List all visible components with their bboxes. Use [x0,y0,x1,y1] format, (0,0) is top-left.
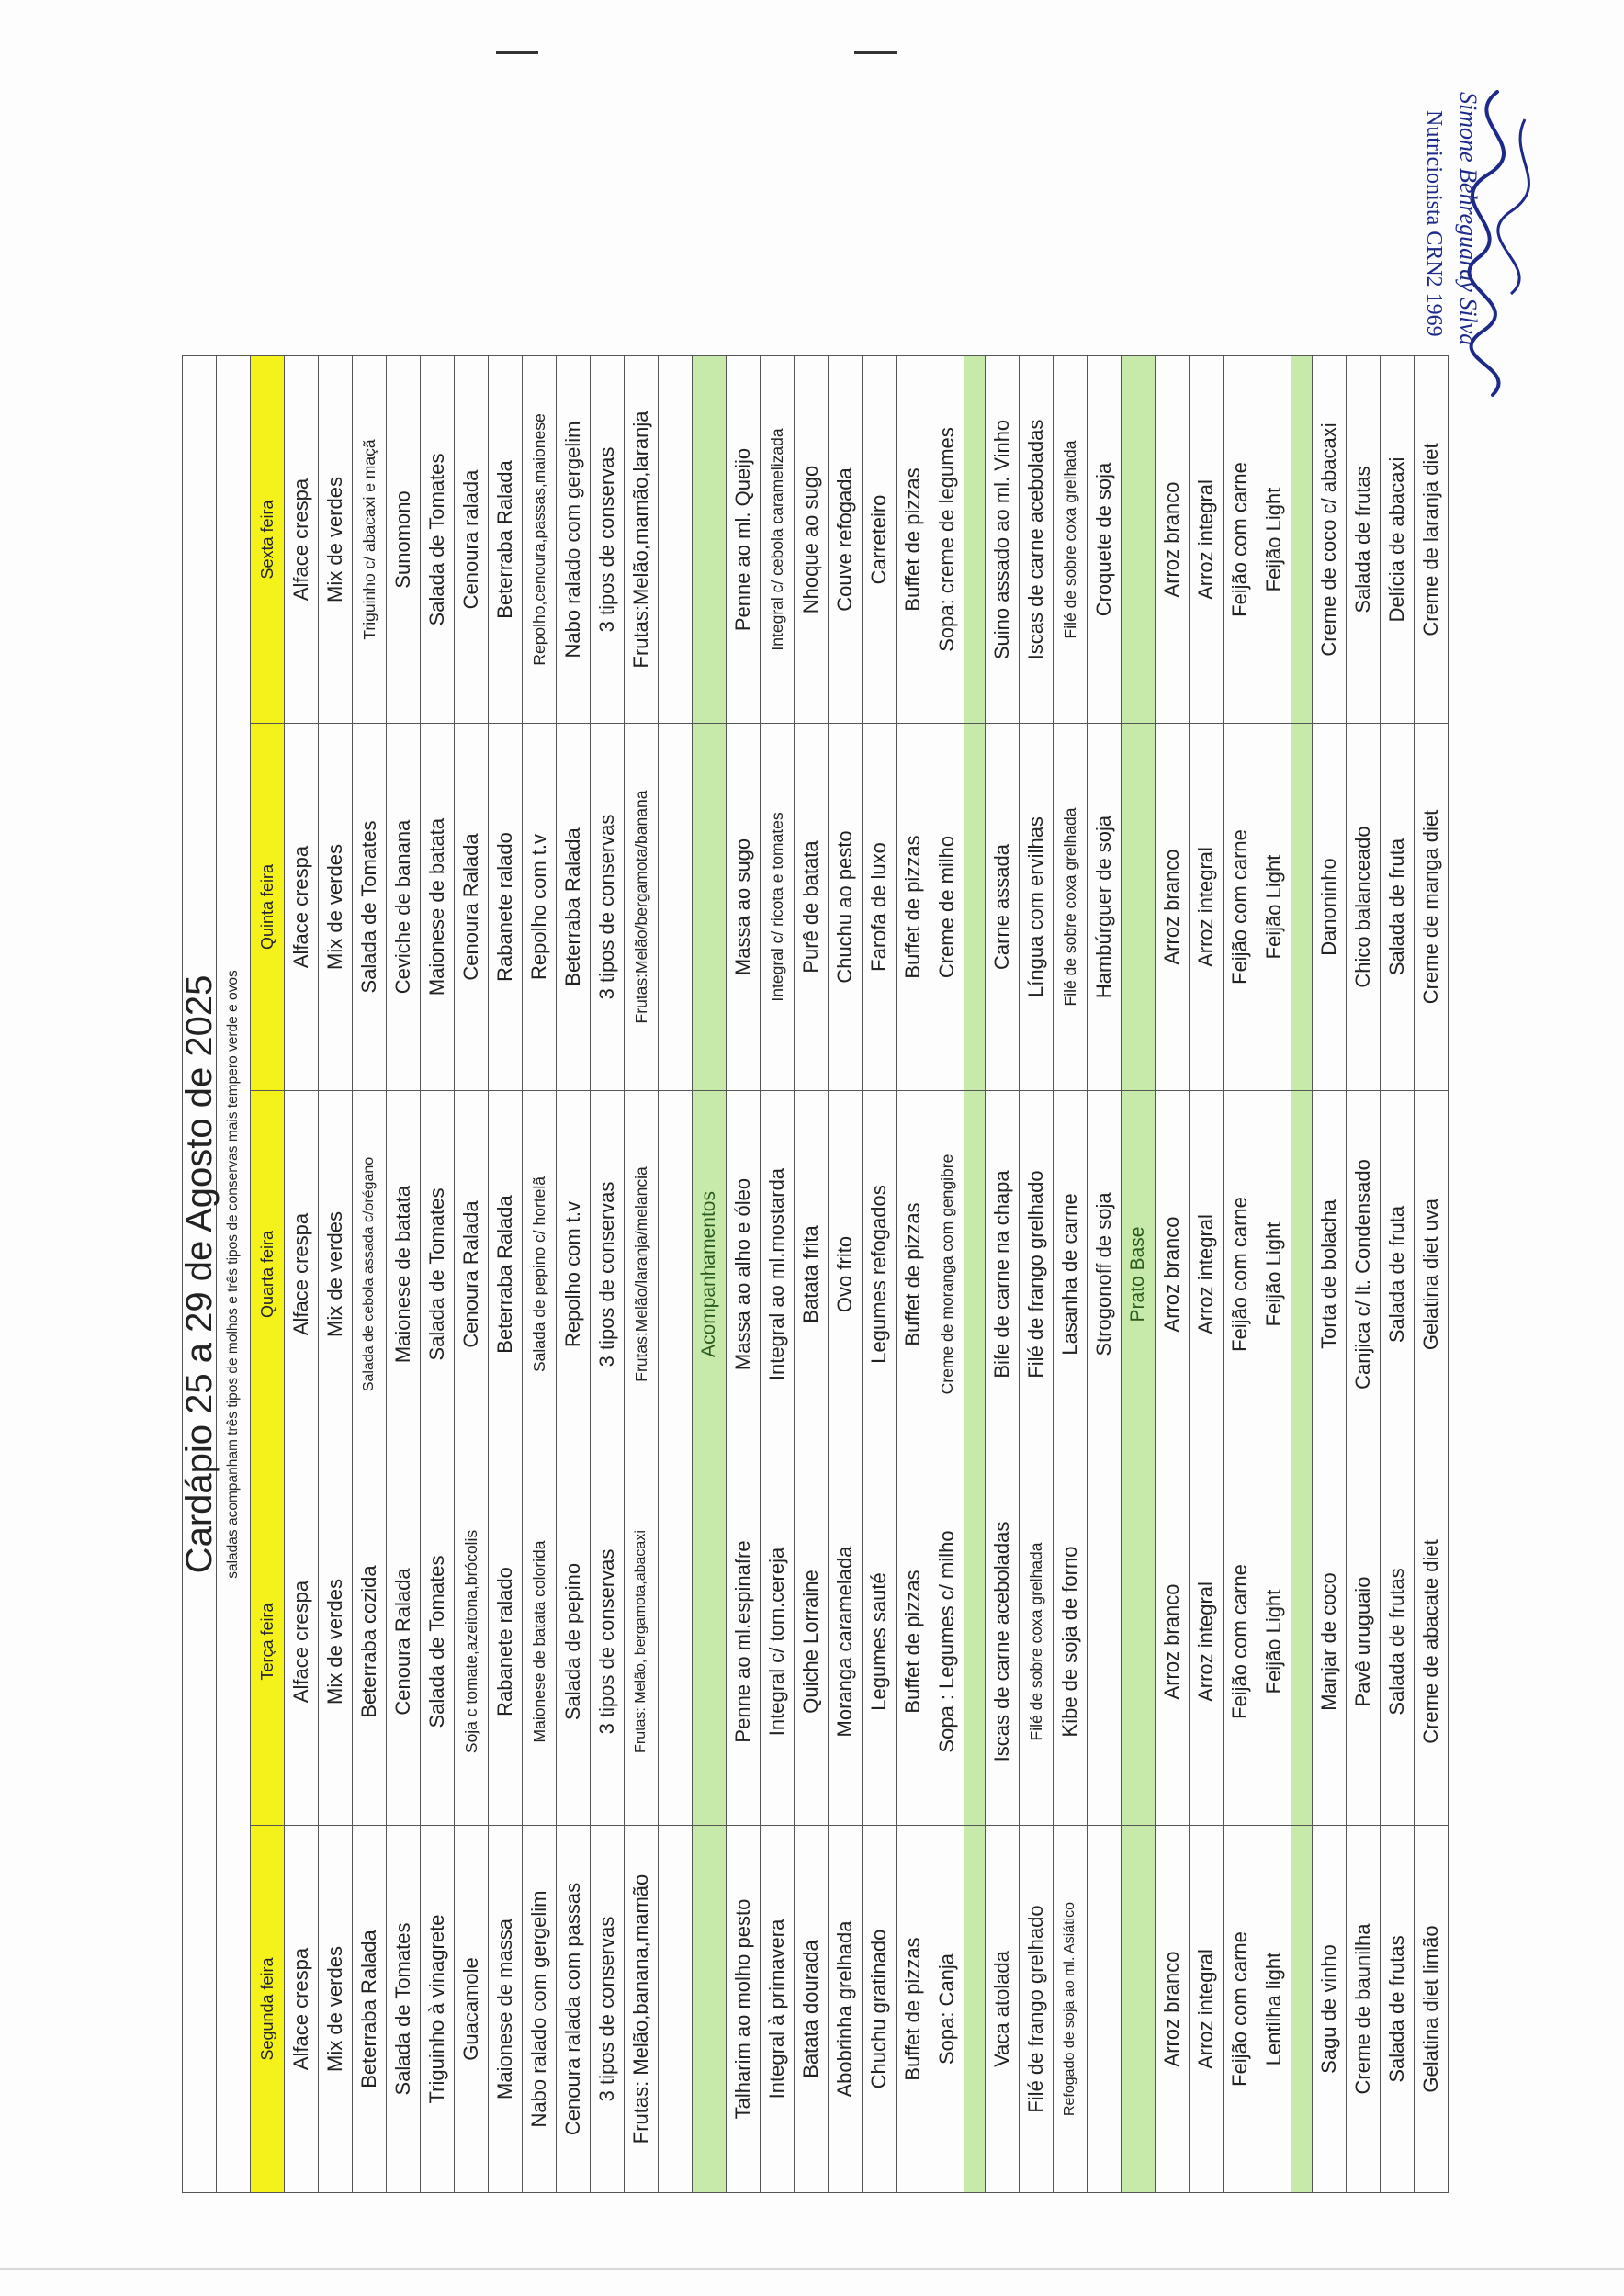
salad-cell: Beterraba cozida [353,1458,387,1826]
salad-cell: Repolho com t.v [557,1091,591,1458]
side-dish-cell: Couve refogada [829,355,863,723]
section-fill [693,1458,727,1826]
salad-cell: Frutas: Melão, bergamota,abacaxi [625,1458,659,1826]
base-dish-row [1224,355,1257,2192]
side-dish-cell: Integral c/ cebola caramelizada [761,355,795,723]
side-dish-cell: Purê de batata [795,724,829,1091]
side-dish-row [761,355,795,2192]
section-fill [693,724,727,1091]
main-dish-cell: Carne assada [986,724,1020,1091]
salad-row [353,355,387,2192]
side-dish-row [930,355,964,2192]
salad-cell: Mix de verdes [319,1091,353,1458]
salad-cell: Salada de Tomates [421,355,455,723]
section-fill [1122,1826,1156,2193]
side-dish-cell: Integral à primavera [761,1826,795,2193]
side-dish-cell: Integral ao ml.mostarda [761,1091,795,1458]
base-dish-cell: Arroz branco [1156,1826,1190,2193]
base-dish-cell: Feijão com carne [1224,1091,1257,1458]
dessert-cell: Torta de bolacha [1313,1091,1347,1458]
base-dish-cell: Feijão Light [1257,1091,1291,1458]
side-dish-cell: Batata frita [795,1091,829,1458]
dessert-cell: Creme de coco c/ abacaxi [1313,355,1347,723]
salad-cell: Frutas:Melão/laranja/melancia [625,1091,659,1458]
salad-cell: Salada de pepino [557,1458,591,1826]
stamp-name: Simone Behreguaray Silva [1455,92,1482,346]
base-dish-cell: Feijão com carne [1224,355,1257,723]
section-fill [693,355,727,723]
base-dish-cell: Arroz integral [1190,1826,1224,2193]
menu-subtitle: saladas acompanham três tipos de molhos e três tipos de conservas mais tempero verde e ovos [217,355,251,2192]
side-dish-cell: Batata dourada [795,1826,829,2193]
side-dish-row [897,355,930,2192]
main-dish-row [986,355,1020,2192]
menu-table [179,355,1449,2193]
side-dish-cell: Quiche Lorraine [795,1458,829,1826]
menu-subtitle-row [217,355,251,2192]
empty-cell [659,1458,693,1826]
side-dish-cell: Chuchu ao pesto [829,724,863,1091]
salad-cell: Salada de pepino c/ hortelã [523,1091,557,1458]
base-dish-cell: Arroz integral [1190,724,1224,1091]
main-dish-cell: Filé de sobre coxa grelhada [1054,355,1088,723]
dessert-cell: Delícia de abacaxi [1381,355,1415,723]
salad-cell: Frutas:Melão,mamão,laranja [625,355,659,723]
base-dish-cell: Feijão com carne [1224,1826,1257,2193]
section-fill [1122,724,1156,1091]
salad-row [489,355,523,2192]
base-dish-row [1156,355,1190,2192]
empty-cell [659,1826,693,2193]
salad-row [523,355,557,2192]
stamp-role: Nutricionista CRN2 1969 [1422,110,1446,337]
dessert-cell: Chico balanceado [1347,724,1381,1091]
salad-cell: Mix de verdes [319,724,353,1091]
nutritionist-stamp [1323,64,1562,413]
salad-cell: Mix de verdes [319,1458,353,1826]
main-dish-cell: Iscas de carne aceboladas [986,1458,1020,1826]
dessert-cell: Sagu de vinho [1313,1826,1347,2193]
salad-cell: Beterraba Ralada [557,724,591,1091]
section-fill [1291,1826,1313,2193]
base-dish-cell: Arroz integral [1190,355,1224,723]
salad-cell: Maionese de batata [387,1091,421,1458]
side-dish-cell: Buffet de pizzas [897,1458,930,1826]
salad-cell: Alface crespa [285,1091,319,1458]
salad-cell: Ceviche de banana [387,724,421,1091]
main-dish-cell: Vaca atolada [986,1826,1020,2193]
page-edge [0,2268,1624,2270]
main-dish-cell [1088,1458,1122,1826]
section-fill [964,1826,986,2193]
dessert-cell: Manjar de coco [1313,1458,1347,1826]
salad-cell: Cenoura Ralada [455,724,489,1091]
salad-row [387,355,421,2192]
section-header-row [693,355,727,2192]
base-dish-cell: Arroz branco [1156,1458,1190,1826]
base-dish-cell: Lentilha light [1257,1826,1291,2193]
salad-row [625,355,659,2192]
main-dish-cell: Iscas de carne aceboladas [1020,355,1054,723]
salad-cell: Repolho,cenoura,passas,maionese [523,355,557,723]
side-dish-cell: Creme de moranga com gengibre [930,1091,964,1458]
salad-cell: Repolho com t.v [523,724,557,1091]
salad-cell: 3 tipos de conservas [591,724,625,1091]
salad-cell: Salada de cebola assada c/orégano [353,1091,387,1458]
side-dish-cell: Creme de milho [930,724,964,1091]
side-dish-cell: Massa ao sugo [727,724,761,1091]
salad-cell: Triguinho à vinagrete [421,1826,455,2193]
empty-cell [659,724,693,1091]
base-dish-cell: Arroz branco [1156,724,1190,1091]
salad-row [557,355,591,2192]
side-dish-row [795,355,829,2192]
main-dish-cell: Bife de carne na chapa [986,1091,1020,1458]
base-dish-cell: Feijão com carne [1224,724,1257,1091]
salad-cell: Cenoura ralada com passas [557,1826,591,2193]
salad-cell: Alface crespa [285,724,319,1091]
dessert-cell: Creme de laranja diet [1415,355,1449,723]
salad-cell: Maionese de batata [421,724,455,1091]
side-dish-cell: Penne ao ml.espinafre [727,1458,761,1826]
side-dish-cell: Penne ao ml. Queijo [727,355,761,723]
base-dish-cell: Arroz branco [1156,355,1190,723]
dessert-row [1415,355,1449,2192]
base-dish-cell: Feijão com carne [1224,1458,1257,1826]
side-dish-cell: Integral c/ tom.cereja [761,1458,795,1826]
main-dish-cell: Filé de sobre coxa grelhada [1054,724,1088,1091]
side-dish-cell: Buffet de pizzas [897,1826,930,2193]
dessert-cell: Gelatina diet uva [1415,1091,1449,1458]
side-dish-row [829,355,863,2192]
main-dish-row [1020,355,1054,2192]
side-dish-cell: Massa ao alho e óleo [727,1091,761,1458]
salad-cell: Cenoura Ralada [387,1458,421,1826]
salad-cell: Sunomono [387,355,421,723]
section-header-row [1122,355,1156,2192]
side-dish-cell: Integral c/ ricota e tomates [761,724,795,1091]
scan-mark [496,51,538,54]
weekday-header: Segunda feira [251,1826,285,2193]
section-fill [693,1826,727,2193]
main-dish-cell: Suino assado ao ml. Vinho [986,355,1020,723]
base-dish-cell: Arroz integral [1190,1458,1224,1826]
section-fill [964,355,986,723]
main-dish-row [1088,355,1122,2192]
base-dish-row [1190,355,1224,2192]
main-dish-cell: Lasanha de carne [1054,1091,1088,1458]
side-dish-cell: Farofa de luxo [863,724,897,1091]
section-fill [1291,724,1313,1091]
salad-cell: Cenoura ralada [455,355,489,723]
dessert-cell: Danoninho [1313,724,1347,1091]
salad-cell: Salada de Tomates [387,1826,421,2193]
main-dish-cell: Kibe de soja de forno [1054,1458,1088,1826]
main-dish-cell: Croquete de soja [1088,355,1122,723]
section-fill [1291,355,1313,723]
side-dish-cell: Abobrinha grelhada [829,1826,863,2193]
dessert-cell: Creme de abacate diet [1415,1458,1449,1826]
menu-table-rotated [179,356,1442,2193]
dessert-cell: Creme de manga diet [1415,724,1449,1091]
section-fill [964,1458,986,1826]
weekday-header: Quarta feira [251,1091,285,1458]
side-dish-cell: Nhoque ao sugo [795,355,829,723]
section-fill [964,724,986,1091]
main-dish-cell: Filé de frango grelhado [1020,1091,1054,1458]
salad-cell: Nabo ralado com gergelim [523,1826,557,2193]
salad-cell: 3 tipos de conservas [591,355,625,723]
dessert-row [1313,355,1347,2192]
salad-cell: Beterraba Ralada [489,1091,523,1458]
main-dish-cell [1088,1826,1122,2193]
salad-cell: Nabo ralado com gergelim [557,355,591,723]
side-dish-cell: Ovo frito [829,1091,863,1458]
empty-cell [659,1091,693,1458]
dessert-cell: Salada de fruta [1381,724,1415,1091]
salad-cell: Mix de verdes [319,355,353,723]
salad-cell: Rabanete ralado [489,1458,523,1826]
weekday-header: Terça feira [251,1458,285,1826]
main-dish-row [1054,355,1088,2192]
side-dish-cell: Legumes refogados [863,1091,897,1458]
main-dish-cell: Refogado de soja ao ml. Asiático [1054,1826,1088,2193]
salad-row [319,355,353,2192]
salad-cell: Beterraba Ralada [489,355,523,723]
empty-cell [659,355,693,723]
base-dish-cell: Arroz branco [1156,1091,1190,1458]
salad-cell: Mix de verdes [319,1826,353,2193]
dessert-cell: Salada de fruta [1381,1091,1415,1458]
side-dish-cell: Legumes sauté [863,1458,897,1826]
dessert-cell: Creme de baunilha [1347,1826,1381,2193]
salad-cell: Salada de Tomates [421,1458,455,1826]
salad-cell: Maionese de massa [489,1826,523,2193]
base-dish-cell: Feijão Light [1257,355,1291,723]
main-dish-cell: Filé de frango grelhado [1020,1826,1054,2193]
signature-graphic [1323,64,1562,413]
section-divider-row [964,355,986,2192]
side-dish-cell: Buffet de pizzas [897,724,930,1091]
main-dish-cell: Hambúrguer de soja [1088,724,1122,1091]
side-dish-cell: Moranga caramelada [829,1458,863,1826]
salad-cell: 3 tipos de conservas [591,1091,625,1458]
menu-title-row [183,355,217,2192]
dessert-cell: Canjica c/ lt. Condensado [1347,1091,1381,1458]
section-fill [1122,1458,1156,1826]
base-dish-row [1257,355,1291,2192]
section-fill [1122,355,1156,723]
salad-cell: Salada de Tomates [353,724,387,1091]
side-dish-cell: Carreteiro [863,355,897,723]
salad-cell: Beterraba Ralada [353,1826,387,2193]
salad-cell: Triguinho c/ abacaxi e maçã [353,355,387,723]
scan-mark [854,51,897,54]
side-dish-cell: Sopa: creme de legumes [930,355,964,723]
salad-cell: 3 tipos de conservas [591,1458,625,1826]
section-title: Acompanhamentos [693,1091,727,1458]
section-divider-row [1291,355,1313,2192]
section-fill [1291,1091,1313,1458]
main-dish-cell: Filé de sobre coxa grelhada [1020,1458,1054,1826]
salad-cell: Frutas: Melão,banana,mamão [625,1826,659,2193]
spacer-row [659,355,693,2192]
side-dish-row [863,355,897,2192]
dessert-cell: Salada de frutas [1381,1458,1415,1826]
side-dish-cell: Buffet de pizzas [897,1091,930,1458]
weekday-header-row [251,355,285,2192]
salad-cell: Maionese de batata colorida [523,1458,557,1826]
salad-cell: Salada de Tomates [421,1091,455,1458]
base-dish-cell: Arroz integral [1190,1091,1224,1458]
main-dish-cell: Strogonoff de soja [1088,1091,1122,1458]
side-dish-cell: Sopa: Canja [930,1826,964,2193]
salad-cell: Frutas:Melão/bergamota/banana [625,724,659,1091]
salad-row [455,355,489,2192]
side-dish-cell: Chuchu gratinado [863,1826,897,2193]
salad-cell: Alface crespa [285,355,319,723]
dessert-cell: Salada de frutas [1381,1826,1415,2193]
salad-cell: Alface crespa [285,1826,319,2193]
side-dish-row [727,355,761,2192]
weekday-header: Sexta feira [251,355,285,723]
side-dish-cell: Talharim ao molho pesto [727,1826,761,2193]
dessert-cell: Gelatina diet limão [1415,1826,1449,2193]
dessert-cell: Pavê uruguaio [1347,1458,1381,1826]
dessert-row [1381,355,1415,2192]
salad-cell: 3 tipos de conservas [591,1826,625,2193]
side-dish-cell: Sopa : Legumes c/ milho [930,1458,964,1826]
salad-row [285,355,319,2192]
salad-cell: Guacamole [455,1826,489,2193]
salad-row [591,355,625,2192]
section-title: Prato Base [1122,1091,1156,1458]
salad-cell: Cenoura Ralada [455,1091,489,1458]
salad-cell: Alface crespa [285,1458,319,1826]
menu-title: Cardápio 25 a 29 de Agosto de 2025 [183,355,217,2192]
salad-row [421,355,455,2192]
side-dish-cell: Buffet de pizzas [897,355,930,723]
dessert-row [1347,355,1381,2192]
base-dish-cell: Feijão Light [1257,1458,1291,1826]
base-dish-cell: Feijão Light [1257,724,1291,1091]
salad-cell: Rabanete ralado [489,724,523,1091]
weekday-header: Quinta feira [251,724,285,1091]
main-dish-cell: Língua com ervilhas [1020,724,1054,1091]
dessert-cell: Salada de frutas [1347,355,1381,723]
section-fill [964,1091,986,1458]
salad-cell: Soja c tomate,azeitona,brócolis [455,1458,489,1826]
section-fill [1291,1458,1313,1826]
